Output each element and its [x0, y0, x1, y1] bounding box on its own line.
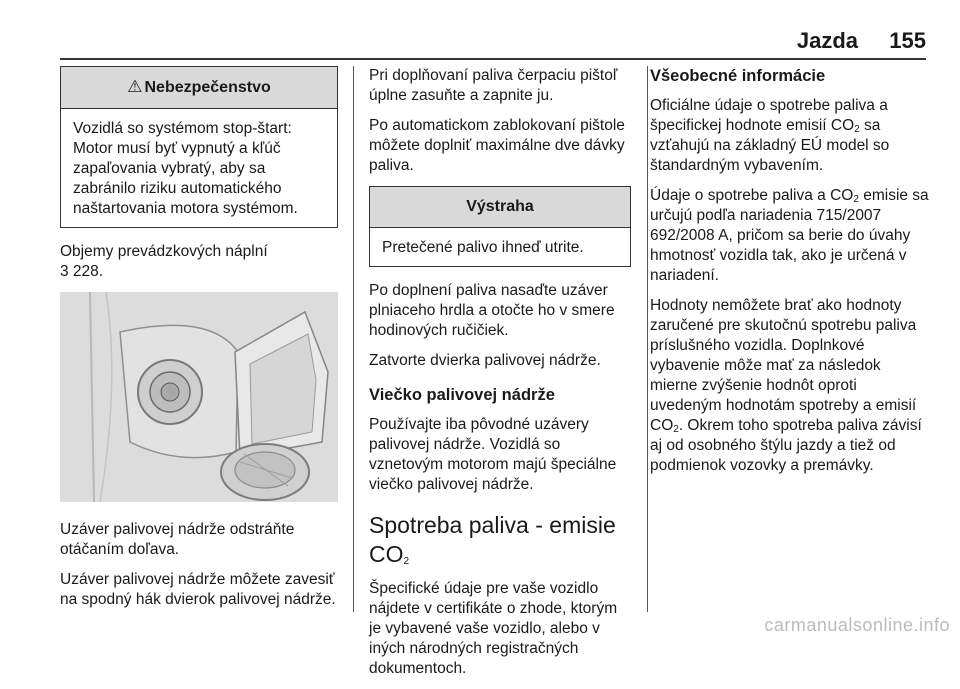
remove-cap-text: Uzáver palivovej nádrže odstráňte otáčaním doľava.: [60, 521, 295, 558]
emissions-paragraph: Špecifické údaje pre vaše vozidlo nájdete v certifikáte o zhode, ktorým je vybavené vaše vozidlo, alebo v iných národných registračných dokumentoch.: [369, 580, 618, 677]
header-rule: [60, 58, 926, 60]
capacities-text: Objemy prevádzkových náplní: [60, 243, 268, 260]
page-header: [60, 26, 926, 60]
general-paragraph-1-sub: 2: [854, 124, 860, 135]
general-paragraph-3-a: Hodnoty nemôžete brať ako hodnoty zaručené pre skutočnú spotrebu paliva príslušného vozidla. Doplnkové vybavenie môže mať za následok mierne zvýšenie hodnôt oproti uvedeným hodnotám spotreby a emisií CO: [650, 297, 917, 434]
refuel-paragraph-1: Pri doplňovaní paliva čerpaciu pištoľ úplne zasuňte a zapnite ju.: [369, 67, 618, 104]
capacities-paragraph: [60, 242, 338, 282]
column-divider-2: [647, 66, 648, 612]
general-paragraph-1: [650, 96, 932, 176]
fuel-cap-paragraph: Používajte iba pôvodné uzávery palivovej nádrže. Vozidlá so vznetovým motorom majú špeciálne viečko palivovej nádrže.: [369, 416, 617, 493]
fuel-door-drawing: [60, 292, 338, 502]
caution-title: Výstraha: [466, 198, 534, 215]
general-paragraph-1-b: sa vzťahujú na základný EÚ model so štandardným vybavením.: [650, 117, 890, 174]
general-paragraph-3: [650, 296, 932, 476]
general-paragraph-3-sub: 2: [673, 424, 679, 435]
general-paragraph-2-a: Údaje o spotrebe paliva a CO: [650, 187, 854, 204]
emissions-heading: [369, 511, 631, 569]
danger-text: Vozidlá so systémom stop-štart: Motor musí byť vypnutý a kľúč zapaľovania vybratý, aby sa zabránilo riziku automatického naštartovania motora systémom.: [73, 120, 298, 217]
capacities-page-link[interactable]: 3 228.: [60, 263, 104, 280]
refuel-paragraph-4: Zatvorte dvierka palivovej nádrže.: [369, 352, 601, 369]
column-1: [60, 66, 338, 620]
danger-title: Nebezpečenstvo: [144, 79, 271, 96]
column-3: [650, 66, 932, 486]
refuel-paragraph-2: Po automatickom zablokovaní pištole môžete doplniť maximálne dve dávky paliva.: [369, 117, 625, 174]
warning-triangle-icon: ⚠: [127, 77, 143, 96]
caution-box: [369, 186, 631, 267]
caution-text: Pretečené palivo ihneď utrite.: [382, 239, 584, 256]
emissions-heading-sub: 2: [403, 556, 410, 567]
caution-box-header: [370, 187, 630, 228]
general-paragraph-3-b: . Okrem toho spotreba paliva závisí aj od osobného štýlu jazdy a tiež od podmienok vozovky a premávky.: [650, 417, 922, 474]
hang-cap-text: Uzáver palivovej nádrže môžete zavesiť na spodný hák dvierok palivovej nádrže.: [60, 571, 336, 608]
section-title: Jazda: [796, 28, 858, 53]
fuel-cap-illustration: [60, 292, 338, 502]
general-paragraph-2-sub: 2: [853, 194, 859, 205]
danger-box-header: [61, 67, 337, 109]
column-2: [369, 66, 631, 689]
general-paragraph-2-b: emisie sa určujú podľa nariadenia 715/2007 692/2008 A, pričom sa berie do úvahy hmotnosť vozidla tak, ako je určená v nariadení.: [650, 187, 929, 284]
general-paragraph-2: [650, 186, 932, 286]
general-info-heading: Všeobecné informácie: [650, 67, 826, 85]
danger-box: [60, 66, 338, 228]
site-watermark: carmanualsonline.info: [764, 615, 950, 635]
caution-box-body: [370, 228, 630, 266]
refuel-paragraph-3: Po doplnení paliva nasaďte uzáver plniaceho hrdla a otočte ho v smere hodinových ručičiek.: [369, 282, 615, 339]
column-divider-1: [353, 66, 354, 612]
general-paragraph-1-a: Oficiálne údaje o spotrebe paliva a špecifickej hodnote emisií CO: [650, 97, 888, 134]
fuel-cap-heading: Viečko palivovej nádrže: [369, 386, 555, 404]
emissions-heading-text: Spotreba paliva - emisie CO: [369, 512, 616, 567]
page-number: 155: [889, 28, 926, 53]
danger-box-body: [61, 109, 337, 227]
